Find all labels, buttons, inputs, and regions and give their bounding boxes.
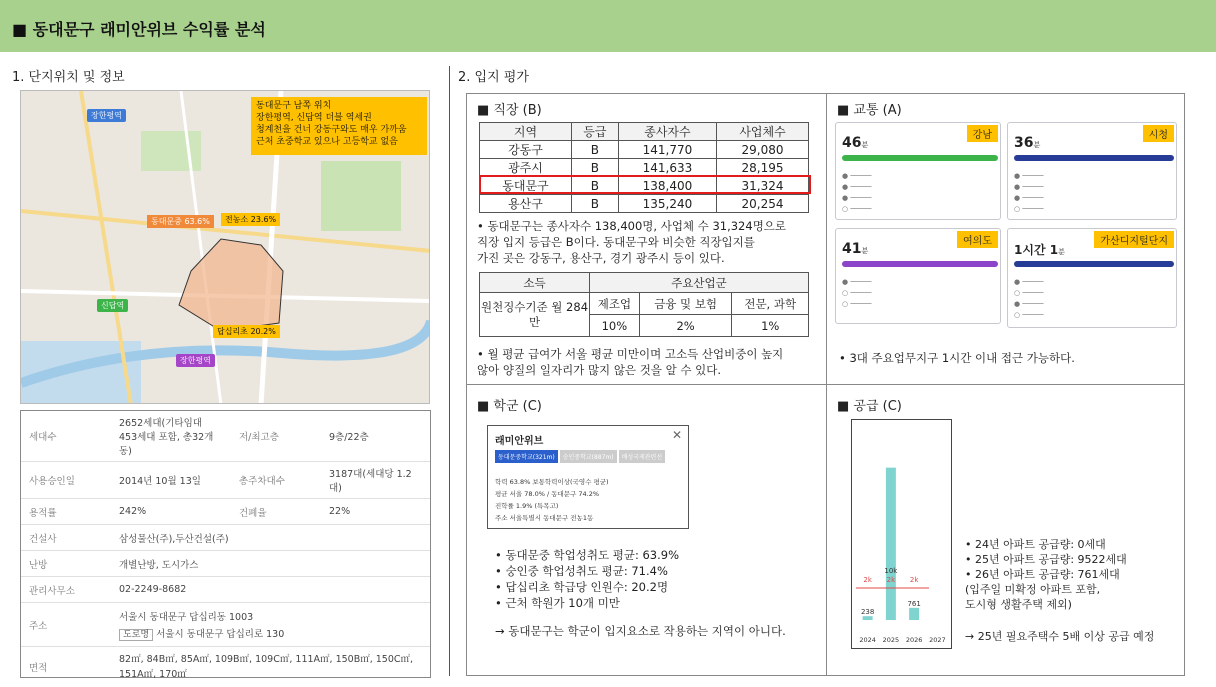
school-panel bbox=[466, 384, 827, 676]
map-note-line: 근처 초중학교 있으나 고등학교 없음 bbox=[256, 137, 398, 147]
supply-data-label: 10k bbox=[884, 566, 898, 575]
school-conclusion: → 동대문구는 학군이 입지요소로 작용하는 지역이 아니다. bbox=[495, 624, 786, 638]
jobs-table bbox=[479, 122, 809, 213]
route-line bbox=[1014, 261, 1174, 267]
col-header: 소득 bbox=[480, 273, 590, 293]
route-time: 1시간 1 bbox=[1014, 243, 1059, 257]
page-title: ■ 동대문구 래미안위브 수익률 분석 bbox=[12, 20, 266, 39]
info-value: 2652세대(기타임대 453세대 포함, 총32개동) bbox=[111, 411, 231, 462]
school-bullets bbox=[495, 547, 679, 611]
station-label[interactable]: 장한평역 bbox=[176, 354, 215, 367]
note-line: 가진 곳은 강동구, 용산구, 경기 광주시 등이 있다. bbox=[477, 251, 725, 265]
supply-chart-svg bbox=[852, 420, 953, 650]
transport-title: ■ 교통 (A) bbox=[837, 103, 902, 118]
route-card[interactable]: 시청 36분 ● ───── ● ───── ● ───── ○ ───── bbox=[1007, 122, 1177, 220]
cell: 135,240 bbox=[618, 195, 716, 213]
info-value: 9층/22층 bbox=[321, 411, 430, 462]
route-line bbox=[842, 155, 998, 161]
col-header: 사업체수 bbox=[717, 123, 809, 141]
route-detail: ● ───── ○ ───── ● ───── ○ ───── bbox=[1014, 278, 1044, 319]
school-tab[interactable]: 숭인중학교(887m) bbox=[560, 450, 617, 463]
table-row bbox=[480, 159, 809, 177]
station-label[interactable]: 신답역 bbox=[97, 299, 128, 312]
route-line bbox=[1014, 155, 1174, 161]
info-value: 삼성물산(주),두산건설(주) bbox=[111, 525, 430, 551]
bullet: • 근처 학원가 10개 미만 bbox=[495, 596, 620, 610]
popup-line: 학력 63.8% 보통학력이상(국영수 평균) bbox=[495, 478, 609, 486]
popup-title: 래미안위브 bbox=[495, 436, 544, 447]
supply-conclusion: → 25년 필요주택수 5배 이상 공급 예정 bbox=[965, 630, 1155, 643]
info-value: 서울시 동대문구 답십리로 130 bbox=[156, 629, 285, 640]
section-title-location: 1. 단지위치 및 정보 bbox=[12, 70, 125, 85]
school-chip[interactable]: 전농소 23.6% bbox=[221, 213, 280, 226]
bullet: • 숭인중 학업성취도 평균: 71.4% bbox=[495, 564, 668, 578]
industry: 제조업 bbox=[590, 293, 640, 315]
route-time: 36 bbox=[1014, 135, 1034, 151]
bullet: (입주일 미확정 아파트 포함, bbox=[965, 583, 1101, 596]
supply-ref-label: 2k bbox=[886, 576, 896, 584]
income-table bbox=[479, 272, 809, 337]
info-key: 저/최고층 bbox=[231, 411, 321, 462]
cell: 138,400 bbox=[618, 177, 716, 195]
industry: 금융 및 보험 bbox=[639, 293, 732, 315]
route-time: 46 bbox=[842, 135, 862, 151]
jobs-note bbox=[477, 218, 786, 266]
transport-panel bbox=[826, 93, 1185, 385]
road-address-tag: 도로명 bbox=[119, 629, 153, 641]
supply-title: ■ 공급 (C) bbox=[837, 399, 902, 414]
info-value: 242% bbox=[111, 499, 231, 525]
close-icon[interactable]: ✕ bbox=[671, 428, 682, 442]
note-line: 않아 양질의 일자리가 많지 않은 것을 알 수 있다. bbox=[477, 363, 721, 377]
industry-value: 10% bbox=[590, 315, 640, 337]
cell: 20,254 bbox=[717, 195, 809, 213]
cell: 29,080 bbox=[717, 141, 809, 159]
supply-chart bbox=[851, 419, 952, 649]
route-card[interactable]: 가산디지털단지 1시간 1분 ● ───── ○ ───── ● ───── ○ ───── bbox=[1007, 228, 1177, 328]
info-key: 면적 bbox=[29, 662, 48, 674]
location-map[interactable] bbox=[20, 90, 430, 404]
info-value: 개별난방, 도시가스 bbox=[111, 551, 430, 577]
school-popup bbox=[487, 425, 689, 529]
industry: 전문, 과학 bbox=[732, 293, 809, 315]
income-value: 원천징수기준 월 284만 bbox=[480, 293, 590, 337]
note-line: • 동대문구는 종사자수 138,400명, 사업체 수 31,324명으로 bbox=[477, 219, 787, 233]
col-header: 지역 bbox=[480, 123, 572, 141]
info-key: 용적률 bbox=[21, 499, 111, 525]
section-title-evaluation: 2. 입지 평가 bbox=[458, 70, 529, 85]
route-detail: ● ───── ● ───── ● ───── ○ ───── bbox=[1014, 172, 1044, 213]
supply-ref-label: 2k bbox=[909, 576, 919, 584]
cell: 광주시 bbox=[480, 159, 572, 177]
cell: B bbox=[571, 177, 618, 195]
info-value: 22% bbox=[321, 499, 430, 525]
info-value: 서울시 동대문구 답십리동 1003 bbox=[119, 612, 254, 623]
route-line bbox=[842, 261, 998, 267]
supply-bar bbox=[909, 608, 919, 620]
bullet: • 동대문중 학업성취도 평균: 63.9% bbox=[495, 548, 680, 562]
industry-value: 2% bbox=[639, 315, 732, 337]
cell: 141,770 bbox=[618, 141, 716, 159]
supply-tick-label: 2024 bbox=[859, 636, 876, 644]
supply-bar bbox=[863, 616, 873, 620]
supply-bar bbox=[886, 468, 896, 620]
supply-ref-label: 2k bbox=[863, 576, 872, 584]
supply-data-label: 761 bbox=[907, 599, 921, 608]
route-detail: ● ───── ○ ───── ○ ───── bbox=[842, 278, 872, 308]
transport-note: • 3대 주요업무지구 1시간 이내 접근 가능하다. bbox=[839, 351, 1075, 365]
route-destination: 가산디지털단지 bbox=[1094, 231, 1174, 248]
bullet: • 25년 아파트 공급량: 9522세대 bbox=[965, 553, 1127, 566]
address-cell bbox=[111, 603, 430, 647]
info-key: 건폐율 bbox=[231, 499, 321, 525]
col-header: 종사자수 bbox=[618, 123, 716, 141]
route-destination: 시청 bbox=[1143, 125, 1174, 142]
station-label[interactable]: 장한평역 bbox=[87, 109, 126, 122]
divider bbox=[449, 66, 450, 676]
info-value: 82㎡, 84B㎡, 85A㎡, 109B㎡, 109C㎡, 111A㎡, 150B㎡, 150C㎡, 151A㎡, 170㎡ bbox=[119, 653, 414, 680]
map-note-line: 동대문구 남쪽 위치 bbox=[256, 101, 332, 111]
bullet: • 24년 아파트 공급량: 0세대 bbox=[965, 538, 1106, 551]
cell: 141,633 bbox=[618, 159, 716, 177]
info-value: 3187대(세대당 1.2대) bbox=[321, 462, 430, 499]
jobs-panel bbox=[466, 93, 827, 385]
note-line: • 월 평균 급여가 서울 평균 미만이며 고소득 산업비중이 높지 bbox=[477, 347, 784, 361]
industry-value: 1% bbox=[732, 315, 809, 337]
cell: 강동구 bbox=[480, 141, 572, 159]
cell: 28,195 bbox=[717, 159, 809, 177]
supply-data-label: 238 bbox=[860, 608, 875, 617]
school-chip[interactable]: 동대문중 63.6% bbox=[147, 215, 214, 228]
supply-tick-label: 2027 bbox=[929, 636, 946, 644]
cell: 용산구 bbox=[480, 195, 572, 213]
col-header: 등급 bbox=[571, 123, 618, 141]
info-value: 02-2249-8682 bbox=[111, 577, 430, 603]
cell: 31,324 bbox=[717, 177, 809, 195]
info-key: 세대수 bbox=[21, 411, 111, 462]
cell: B bbox=[571, 159, 618, 177]
supply-panel bbox=[826, 384, 1185, 676]
route-card[interactable]: 강남 46분 ● ───── ● ───── ● ───── ○ ───── bbox=[835, 122, 1001, 220]
map-note-line: 장한평역, 신답역 더블 역세권 bbox=[256, 113, 372, 123]
school-tab[interactable]: 배성국제관련선 bbox=[619, 450, 666, 463]
route-destination: 강남 bbox=[967, 125, 998, 142]
table-row bbox=[480, 141, 809, 159]
bullet: • 26년 아파트 공급량: 761세대 bbox=[965, 568, 1120, 581]
highlight-box bbox=[479, 175, 811, 194]
supply-bullets bbox=[965, 537, 1127, 612]
bullet: 도시형 생활주택 제외) bbox=[965, 598, 1072, 611]
cell: 동대문구 bbox=[480, 177, 572, 195]
route-detail: ● ───── ● ───── ● ───── ○ ───── bbox=[842, 172, 872, 213]
info-key: 총주차대수 bbox=[231, 462, 321, 499]
cell: B bbox=[571, 195, 618, 213]
supply-tick-label: 2026 bbox=[905, 636, 923, 644]
supply-tick-label: 2025 bbox=[882, 636, 900, 644]
info-key: 난방 bbox=[21, 551, 111, 577]
table-row bbox=[480, 195, 809, 213]
route-destination: 여의도 bbox=[957, 231, 998, 248]
bullet: • 답십리초 학급당 인원수: 20.2명 bbox=[495, 580, 669, 594]
route-card[interactable]: 여의도 41분 ● ───── ○ ───── ○ ───── bbox=[835, 228, 1001, 324]
school-tab[interactable]: 동대문중학교(321m) bbox=[495, 450, 558, 463]
map-note bbox=[251, 97, 427, 155]
popup-line: 진학률 1.9% (특목고) bbox=[495, 502, 559, 510]
info-key: 관리사무소 bbox=[21, 577, 111, 603]
col-header: 주요산업군 bbox=[590, 273, 809, 293]
info-key: 주소 bbox=[21, 603, 111, 647]
popup-line: 평균 서울 78.0% / 동대문구 74.2% bbox=[495, 490, 600, 498]
school-title: ■ 학군 (C) bbox=[477, 399, 542, 414]
school-chip[interactable]: 답십리초 20.2% bbox=[213, 325, 280, 338]
note-line: 직장 입지 등급은 B이다. 동대문구와 비슷한 직장입지를 bbox=[477, 235, 755, 249]
complex-info-table bbox=[20, 410, 431, 678]
income-note bbox=[477, 346, 783, 378]
popup-line: 주소 서울특별시 동대문구 전농1동 bbox=[495, 514, 594, 522]
info-key: 건설사 bbox=[21, 525, 111, 551]
jobs-title: ■ 직장 (B) bbox=[477, 103, 542, 118]
info-value: 2014년 10월 13일 bbox=[111, 462, 231, 499]
map-note-line: 청계천을 건너 강동구와도 매우 가까움 bbox=[256, 125, 407, 135]
route-time: 41 bbox=[842, 241, 862, 257]
info-key: 사용승인일 bbox=[21, 462, 111, 499]
cell: B bbox=[571, 141, 618, 159]
